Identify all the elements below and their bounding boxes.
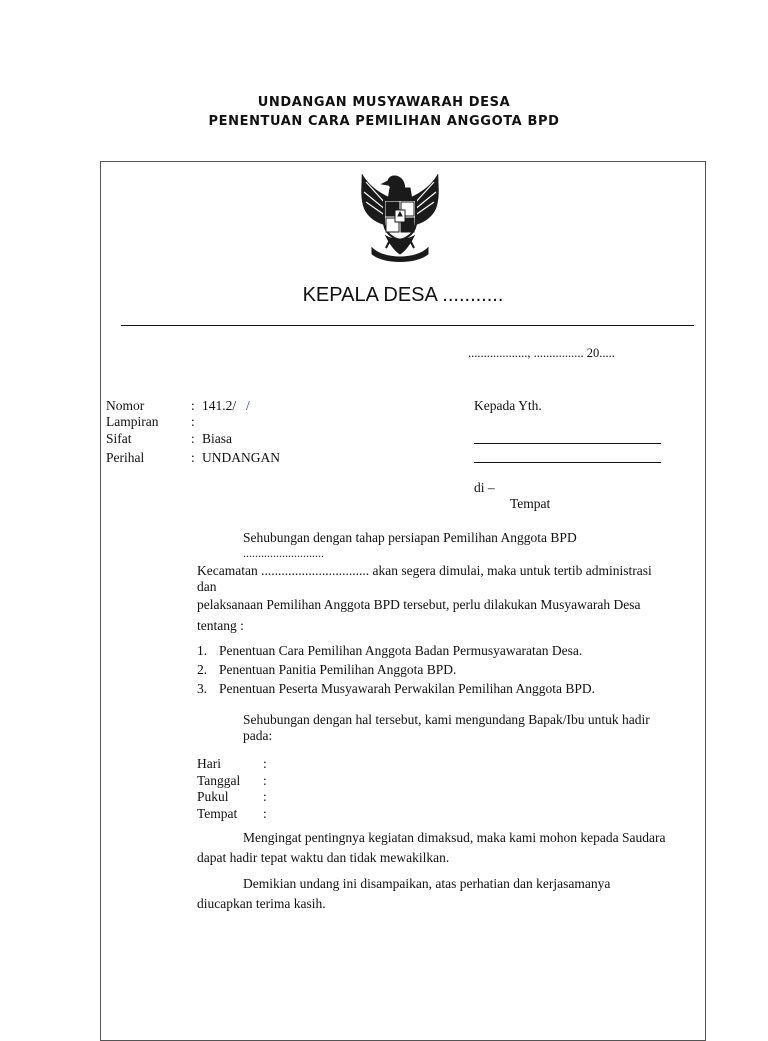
perihal-value: UNDANGAN	[202, 450, 280, 465]
schedule-label-tanggal: Tanggal	[197, 773, 241, 788]
schedule-sep-tanggal: :	[263, 773, 267, 788]
letterhead-rule	[121, 325, 694, 326]
p1-line-3: Kecamatan ................................ akan segera dimulai, maka untuk tertib administrasi	[197, 563, 652, 578]
recipient-to: Kepada Yth.	[474, 398, 542, 413]
schedule-sep-hari: :	[263, 756, 267, 771]
schedule-sep-tempat: :	[263, 806, 267, 821]
list-item-text-2: Penentuan Panitia Pemilihan Anggota BPD.	[219, 662, 457, 677]
lampiran-sep: :	[191, 414, 195, 429]
garuda-emblem-icon	[356, 170, 444, 262]
p4-line-2: diucapkan terima kasih.	[197, 896, 326, 911]
letterhead-title: KEPALA DESA ...........	[302, 284, 504, 306]
list-item-num-3: 3.	[197, 681, 208, 696]
p1-line-4: dan	[197, 579, 217, 594]
list-item-num-1: 1.	[197, 643, 208, 658]
schedule-label-pukul: Pukul	[197, 789, 229, 804]
p2-line-1: Sehubungan dengan hal tersebut, kami mengundang Bapak/Ibu untuk hadir	[243, 712, 650, 727]
p1-line-1: Sehubungan dengan tahap persiapan Pemilihan Anggota BPD	[243, 530, 577, 545]
lampiran-label: Lampiran	[106, 414, 159, 429]
p1-line-2: ...........................	[243, 546, 324, 560]
sifat-value: Biasa	[202, 431, 232, 446]
heading-line-2: PENENTUAN CARA PEMILIHAN ANGGOTA BPD	[208, 114, 560, 129]
p4-line-1: Demikian undang ini disampaikan, atas perhatian dan kerjasamanya	[243, 876, 611, 891]
p1-line-5: pelaksanaan Pemilihan Anggota BPD tersebut, perlu dilakukan Musyawarah Desa	[197, 597, 641, 612]
recipient-tempat: Tempat	[510, 496, 551, 511]
p3-line-2: dapat hadir tepat waktu dan tidak mewakilkan.	[197, 850, 450, 865]
p3-line-1: Mengingat pentingnya kegiatan dimaksud, maka kami mohon kepada Saudara	[243, 830, 666, 845]
nomor-sep: :	[191, 398, 195, 413]
p2-line-2: pada:	[243, 728, 273, 743]
recipient-line-1	[474, 443, 661, 444]
list-item-text-1: Penentuan Cara Pemilihan Anggota Badan Permusyawaratan Desa.	[219, 643, 583, 658]
heading-line-1: UNDANGAN MUSYAWARAH DESA	[257, 95, 511, 110]
recipient-di: di –	[474, 480, 495, 495]
list-item-text-3: Penentuan Peserta Musyawarah Perwakilan Pemilihan Anggota BPD.	[219, 681, 596, 696]
list-item-num-2: 2.	[197, 662, 208, 677]
sifat-label: Sifat	[106, 431, 132, 446]
nomor-slash: /	[246, 398, 250, 413]
nomor-label: Nomor	[106, 398, 145, 413]
nomor-value: 141.2/	[202, 398, 237, 413]
sifat-sep: :	[191, 431, 195, 446]
p1-line-6: tentang :	[197, 618, 244, 633]
perihal-sep: :	[191, 450, 195, 465]
schedule-sep-pukul: :	[263, 789, 267, 804]
recipient-line-2	[474, 462, 661, 463]
date-line: ..................., ................ 20.....	[468, 346, 615, 360]
schedule-label-hari: Hari	[197, 756, 221, 771]
perihal-label: Perihal	[106, 450, 145, 465]
schedule-label-tempat: Tempat	[197, 806, 238, 821]
